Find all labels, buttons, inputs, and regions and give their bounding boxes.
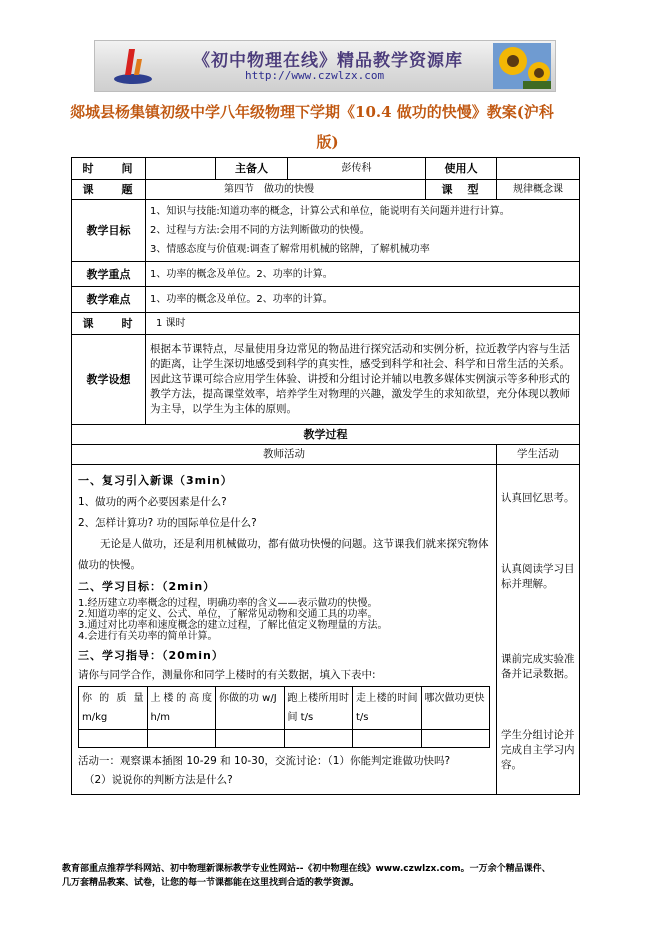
table-cell[interactable] bbox=[284, 730, 353, 748]
teacher-column-header: 教师活动 bbox=[72, 445, 497, 465]
title-line-1: 郯城县杨集镇初级中学八年级物理下学期《10.4 做功的快慢》教案(沪科 bbox=[70, 103, 554, 121]
student-activity-experiment: 课前完成实验准备并记录数据。 bbox=[501, 653, 575, 680]
learning-goals-list bbox=[78, 598, 490, 642]
banner-title: 《初中物理在线》精品教学资源库 bbox=[193, 51, 463, 71]
review-question-1: 1、做功的两个必要因素是什么? bbox=[78, 496, 227, 508]
table-header-mass: 你的质量 m/kg bbox=[79, 687, 148, 730]
guide-intro: 请你与同学合作，测量你和同学上楼时的有关数据，填入下表中: bbox=[78, 669, 376, 681]
type-value: 规律概念课 bbox=[497, 180, 580, 200]
title-line-2: 版) bbox=[316, 133, 339, 151]
type-label: 课 型 bbox=[426, 180, 497, 200]
section-review-title: 一、复习引入新课（3min） bbox=[78, 474, 233, 487]
preparer-value: 彭传科 bbox=[288, 158, 426, 180]
activity-1: 活动一：观察课本插图 10-29 和 10-30，交流讨论：（1）你能判定谁做功快吗? bbox=[78, 755, 451, 767]
goal-item: 2、过程与方法:会用不同的方法判断做功的快慢。 bbox=[150, 225, 370, 236]
process-title: 教学过程 bbox=[72, 425, 580, 445]
site-logo-icon bbox=[111, 45, 155, 87]
teacher-activity bbox=[72, 465, 497, 795]
user-value bbox=[497, 158, 580, 180]
section-goals-title: 二、学习目标：（2min） bbox=[78, 580, 216, 593]
table-header-run-time: 跑上楼所用时间 t/s bbox=[284, 687, 353, 730]
activity-1-question-2: （2）说说你的判断方法是什么? bbox=[84, 774, 233, 786]
student-column-header: 学生活动 bbox=[497, 445, 580, 465]
banner-url[interactable]: http://www.czwlzx.com bbox=[245, 69, 385, 82]
table-header-faster: 哪次做功更快 bbox=[421, 687, 490, 730]
topic-label: 课 题 bbox=[72, 180, 146, 200]
learning-goal-item: 1.经历建立功率概念的过程，明确功率的含义——表示做功的快慢。 bbox=[78, 598, 378, 609]
lesson-plan-table bbox=[71, 157, 580, 795]
student-activity bbox=[497, 465, 580, 795]
hours-label: 课 时 bbox=[72, 313, 146, 335]
table-cell[interactable] bbox=[353, 730, 422, 748]
table-header-walk-time: 走上楼的时间 t/s bbox=[353, 687, 422, 730]
design-label: 教学设想 bbox=[72, 335, 146, 425]
goals-content bbox=[146, 200, 580, 262]
topic-value: 第四节 做功的快慢 bbox=[146, 180, 426, 200]
header-banner bbox=[94, 40, 556, 92]
table-header-height: 上楼的高度 h/m bbox=[147, 687, 216, 730]
difficulties-label: 教学难点 bbox=[72, 287, 146, 313]
learning-goal-item: 4.会进行有关功率的简单计算。 bbox=[78, 631, 218, 642]
key-points-value: 1、功率的概念及单位。2、功率的计算。 bbox=[146, 262, 580, 287]
footer-line-2: 几万套精品教案、试卷，让您的每一节课都能在这里找到合适的教学资源。 bbox=[62, 878, 360, 888]
goal-item: 1、知识与技能:知道功率的概念，计算公式和单位，能说明有关问题并进行计算。 bbox=[150, 206, 510, 217]
student-activity-review: 认真回忆思考。 bbox=[501, 492, 575, 504]
footer-line-1: 教育部重点推荐学科网站、初中物理新课标教学专业性网站--《初中物理在线》www.czwlzx.com。一万余个精品课件、 bbox=[62, 864, 551, 874]
design-value: 根据本节课特点，尽量使用身边常见的物品进行探究活动和实例分析，拉近教学内容与生活的距离，让学生深切地感受到科学的真实性，感受到科学和社会、科学和日常生活的关系。因此这节课可综合应用学生体验、讲授和分组讨论并辅以电教多媒体实例演示等多种形式的教学方法，提高课堂效率，培养学生对物理的兴趣，激发学生的求知欲望，充分体现以教师为主导，以学生为主体的原则。 bbox=[146, 335, 580, 425]
goals-label: 教学目标 bbox=[72, 200, 146, 262]
table-cell[interactable] bbox=[421, 730, 490, 748]
student-activity-goals: 认真阅读学习目标并理解。 bbox=[501, 563, 575, 590]
table-cell[interactable] bbox=[79, 730, 148, 748]
review-paragraph: 无论是人做功，还是利用机械做功，都有做功快慢的问题。这节课我们就来探究物体做功的快慢。 bbox=[78, 538, 489, 571]
learning-goal-item: 2.知道功率的定义、公式、单位，了解常见动物和交通工具的功率。 bbox=[78, 609, 378, 620]
table-cell[interactable] bbox=[147, 730, 216, 748]
preparer-label: 主备人 bbox=[216, 158, 288, 180]
document-title bbox=[70, 97, 615, 157]
time-label: 时 间 bbox=[72, 158, 146, 180]
section-guide-title: 三、学习指导：（20min） bbox=[78, 649, 224, 662]
difficulties-value: 1、功率的概念及单位。2、功率的计算。 bbox=[146, 287, 580, 313]
time-value bbox=[146, 158, 216, 180]
student-activity-discussion: 学生分组讨论并完成自主学习内容。 bbox=[501, 729, 575, 771]
goal-item: 3、情感态度与价值观:调查了解常用机械的铭牌，了解机械功率 bbox=[150, 244, 430, 255]
user-label: 使用人 bbox=[426, 158, 497, 180]
table-header-work: 你做的功 w/J bbox=[216, 687, 285, 730]
sunflower-icon bbox=[493, 43, 551, 89]
learning-goal-item: 3.通过对比功率和速度概念的建立过程，了解比值定义物理量的方法。 bbox=[78, 620, 388, 631]
key-points-label: 教学重点 bbox=[72, 262, 146, 287]
table-cell[interactable] bbox=[216, 730, 285, 748]
page-footer bbox=[62, 862, 602, 890]
measurement-table bbox=[78, 686, 490, 748]
review-question-2: 2、怎样计算功? 功的国际单位是什么? bbox=[78, 517, 257, 529]
hours-value: 1 课时 bbox=[146, 313, 580, 335]
